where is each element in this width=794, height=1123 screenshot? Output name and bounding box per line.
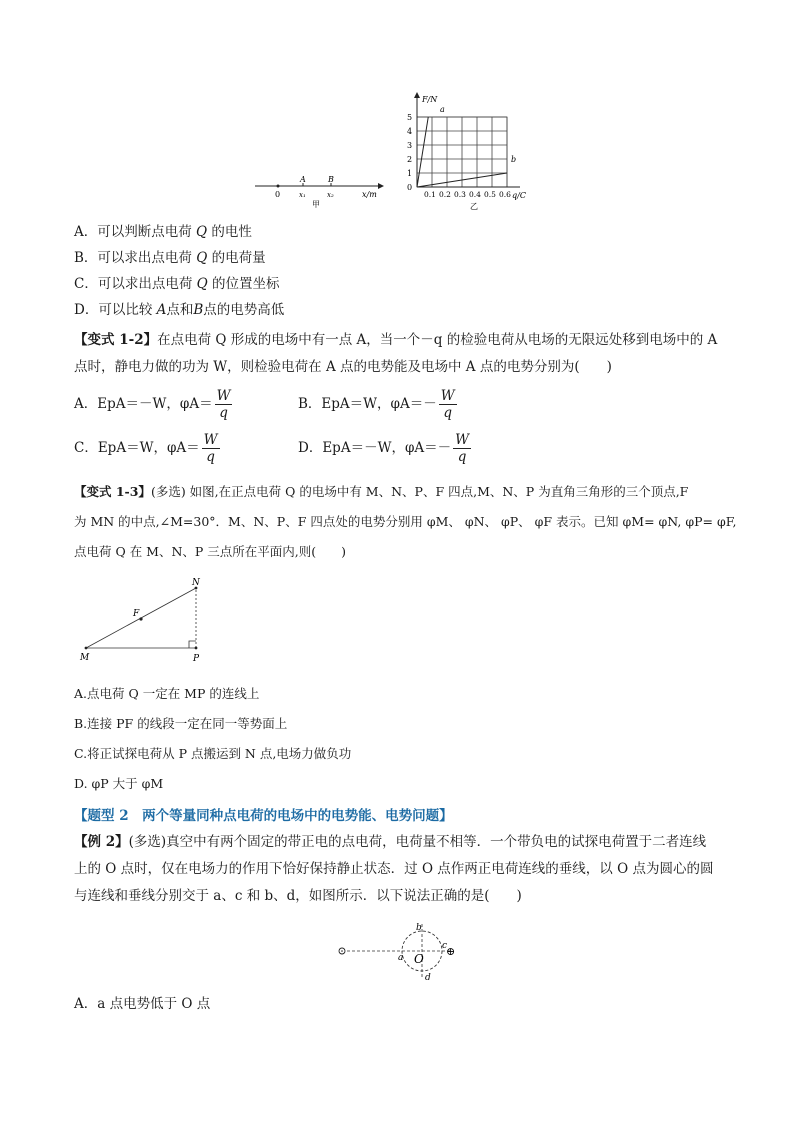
tri-M: M <box>80 653 90 663</box>
v13-option-d: D. φP 大于 φM <box>74 776 164 791</box>
yi-ytick: 3 <box>407 141 413 150</box>
jia-caption: 甲 <box>312 200 320 209</box>
figure-triangle <box>76 576 216 666</box>
v12-option-c: C．EpA＝W，φA＝ $\frac{W}{q}$ <box>74 432 218 465</box>
q1-option-a: A．可以判断点电荷 Q 的电性 <box>74 224 252 240</box>
yi-caption: 乙 <box>470 202 478 211</box>
yi-xtick: 0.3 <box>454 190 466 199</box>
t2-line-2: 上的 O 点时，仅在电场力的作用下恰好保持静止状态．过 O 点作两正电荷连线的垂线，以 O 点为圆心的圆 <box>74 861 714 877</box>
figure-yi <box>400 90 540 215</box>
tri-P: P <box>193 654 200 664</box>
circle-O: O <box>414 952 424 966</box>
q1-option-d: D．可以比较 A点和B点的电势高低 <box>74 302 285 318</box>
figure-circle <box>332 916 462 986</box>
t2-option-a: A．a 点电势低于 O 点 <box>74 996 211 1012</box>
yi-xtick: 0.4 <box>469 190 481 199</box>
yi-ytick: 4 <box>407 127 413 136</box>
tri-F: F <box>133 609 140 619</box>
figure-jia <box>250 170 390 210</box>
yi-ylabel: F/N <box>422 95 438 104</box>
q1-option-b: B．可以求出点电荷 Q 的电荷量 <box>74 250 266 266</box>
v12-option-b: B．EpA＝W，φA＝－ $\frac{W}{q}$ <box>298 388 455 421</box>
yi-xtick: 0.6 <box>499 190 511 199</box>
v13-option-a: A.点电荷 Q 一定在 MP 的连线上 <box>74 686 260 701</box>
v12-option-d: D．EpA＝－W，φA＝－ $\frac{W}{q}$ <box>298 432 470 465</box>
yi-xtick: 0.5 <box>484 190 496 199</box>
v13-line-3: 点电荷 Q 在 M、N、P 三点所在平面内,则( ) <box>74 544 347 559</box>
t2-line-1: 【例 2】(多选)真空中有两个固定的带正电的点电荷，电荷量不相等．一个带负电的试探电荷置于二者连线 <box>74 834 707 850</box>
v13-line-2: 为 MN 的中点,∠M=30°．M、N、P、F 四点处的电势分别用 φM、 φN、 φP、 φF 表示。已知 φM= φN, φP= φF, <box>74 514 737 529</box>
yi-xtick: 0.1 <box>424 190 436 199</box>
yi-label-a: a <box>440 105 445 114</box>
t2-line-3: 与连线和垂线分别交于 a、c 和 b、d，如图所示．以下说法正确的是( ) <box>74 888 522 904</box>
circle-a: a <box>398 953 404 963</box>
v13-line-1: 【变式 1-3】(多选) 如图,在正点电荷 Q 的电场中有 M、N、P、F 四点,M、N、P 为直角三角形的三个顶点,F <box>74 484 689 499</box>
yi-xtick: 0.2 <box>439 190 451 199</box>
yi-line-a <box>417 117 428 187</box>
v13-option-c: C.将正试探电荷从 P 点搬运到 N 点,电场力做负功 <box>74 746 352 761</box>
circle-b: b <box>416 923 422 933</box>
yi-label-b: b <box>511 155 517 164</box>
jia-A: A <box>300 175 306 184</box>
v12-option-a: A．EpA＝－W，φA＝ $\frac{W}{q}$ <box>74 388 231 421</box>
q1-option-c: C．可以求出点电荷 Q 的位置坐标 <box>74 276 280 292</box>
yi-ytick: 2 <box>407 155 413 164</box>
t2-title: 【题型 2 两个等量同种点电荷的电场中的电势能、电势问题】 <box>74 808 453 824</box>
jia-x2: x₂ <box>327 191 334 199</box>
yi-ytick: 5 <box>407 113 413 122</box>
yi-ytick: 1 <box>407 169 413 178</box>
jia-origin: 0 <box>275 190 281 199</box>
v13-option-b: B.连接 PF 的线段一定在同一等势面上 <box>74 716 288 731</box>
jia-axis-label: x/m <box>362 190 377 199</box>
yi-xlabel: q/C <box>512 191 526 200</box>
yi-ytick: 0 <box>407 183 413 192</box>
circle-plus: ⊕ <box>446 945 456 958</box>
v12-line-1: 【变式 1-2】在点电荷 Q 形成的电场中有一点 A，当一个－q 的检验电荷从电场的无限远处移到电场中的 A <box>74 332 718 348</box>
jia-x1: x₁ <box>299 191 306 199</box>
tri-N: N <box>192 578 200 588</box>
v12-line-2: 点时，静电力做的功为 W，则检验电荷在 A 点的电势能及电场中 A 点的电势分别为( ) <box>74 359 612 375</box>
circle-c: c <box>442 941 448 951</box>
jia-B: B <box>328 175 334 184</box>
circle-d: d <box>425 973 431 983</box>
